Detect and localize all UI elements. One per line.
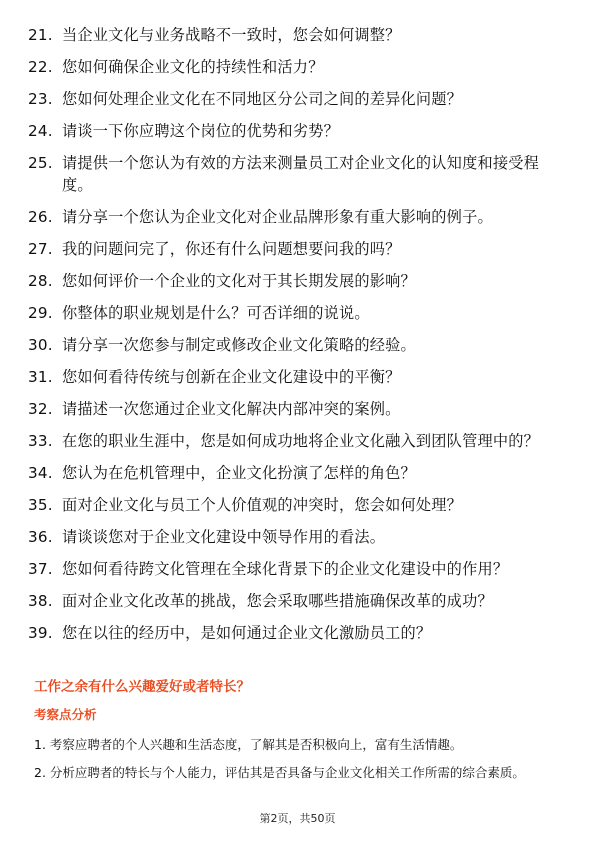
question-number: 34. [28, 464, 53, 482]
question-number: 32. [28, 400, 53, 418]
question-text: 您如何处理企业文化在不同地区分公司之间的差异化问题？ [62, 90, 463, 108]
question-number: 30. [28, 336, 53, 354]
question-number: 33. [28, 432, 53, 450]
question-text: 面对企业文化与员工个人价值观的冲突时，您会如何处理？ [62, 496, 463, 514]
question-text: 我的问题问完了，你还有什么问题想要问我的吗？ [62, 240, 401, 258]
page-footer: 第2页，共50页 [259, 812, 336, 825]
question-text: 您如何评价一个企业的文化对于其长期发展的影响？ [62, 272, 416, 290]
question-item [28, 302, 563, 324]
analysis-points [34, 734, 562, 790]
question-text: 在您的职业生涯中，您是如何成功地将企业文化融入到团队管理中的？ [62, 432, 540, 450]
question-number: 29. [28, 304, 53, 322]
question-item [28, 152, 563, 196]
question-number: 24. [28, 122, 53, 140]
question-item [28, 462, 563, 484]
analysis-point: 1. 考察应聘者的个人兴趣和生活态度，了解其是否积极向上，富有生活情趣。 [34, 737, 463, 752]
question-text: 请分享一个您认为企业文化对企业品牌形象有重大影响的例子。 [62, 208, 493, 226]
question-number: 35. [28, 496, 53, 514]
question-number: 36. [28, 528, 53, 546]
question-item [28, 238, 563, 260]
question-text: 您如何看待传统与创新在企业文化建设中的平衡？ [62, 368, 401, 386]
question-number: 38. [28, 592, 53, 610]
question-item [28, 366, 563, 388]
question-number: 25. [28, 154, 53, 172]
question-item [28, 494, 563, 516]
question-number: 31. [28, 368, 53, 386]
interview-question-list [28, 24, 563, 654]
question-text: 请描述一次您通过企业文化解决内部冲突的案例。 [62, 400, 401, 418]
question-text: 请提供一个您认为有效的方法来测量员工对企业文化的认知度和接受程度。 [62, 154, 540, 194]
question-text: 您如何看待跨文化管理在全球化背景下的企业文化建设中的作用？ [62, 560, 509, 578]
question-number: 39. [28, 624, 53, 642]
question-item [28, 622, 563, 644]
question-number: 22. [28, 58, 53, 76]
question-item [28, 88, 563, 110]
question-item [28, 270, 563, 292]
question-text: 您认为在危机管理中，企业文化扮演了怎样的角色？ [62, 464, 416, 482]
question-item [28, 430, 563, 452]
question-item [28, 334, 563, 356]
question-number: 26. [28, 208, 53, 226]
question-number: 23. [28, 90, 53, 108]
question-item [28, 526, 563, 548]
question-item [28, 206, 563, 228]
question-item [28, 590, 563, 612]
question-text: 当企业文化与业务战略不一致时，您会如何调整？ [62, 26, 401, 44]
question-number: 28. [28, 272, 53, 290]
question-number: 37. [28, 560, 53, 578]
section-heading: 工作之余有什么兴趣爱好或者特长？ [34, 679, 250, 695]
question-text: 请分享一次您参与制定或修改企业文化策略的经验。 [62, 336, 416, 354]
question-text: 面对企业文化改革的挑战，您会采取哪些措施确保改革的成功？ [62, 592, 493, 610]
question-item [28, 120, 563, 142]
question-number: 27. [28, 240, 53, 258]
question-number: 21. [28, 26, 53, 44]
question-item [28, 24, 563, 46]
question-text: 您在以往的经历中，是如何通过企业文化激励员工的？ [62, 624, 432, 642]
question-item [28, 56, 563, 78]
question-item [28, 558, 563, 580]
question-item [28, 398, 563, 420]
analysis-subheading: 考察点分析 [34, 707, 97, 722]
analysis-point: 2. 分析应聘者的特长与个人能力，评估其是否具备与企业文化相关工作所需的综合素质。 [34, 765, 525, 780]
question-text: 请谈一下你应聘这个岗位的优势和劣势？ [62, 122, 339, 140]
question-text: 您如何确保企业文化的持续性和活力？ [62, 58, 324, 76]
question-text: 你整体的职业规划是什么？可否详细的说说。 [62, 304, 370, 322]
question-text: 请谈谈您对于企业文化建设中领导作用的看法。 [62, 528, 386, 546]
